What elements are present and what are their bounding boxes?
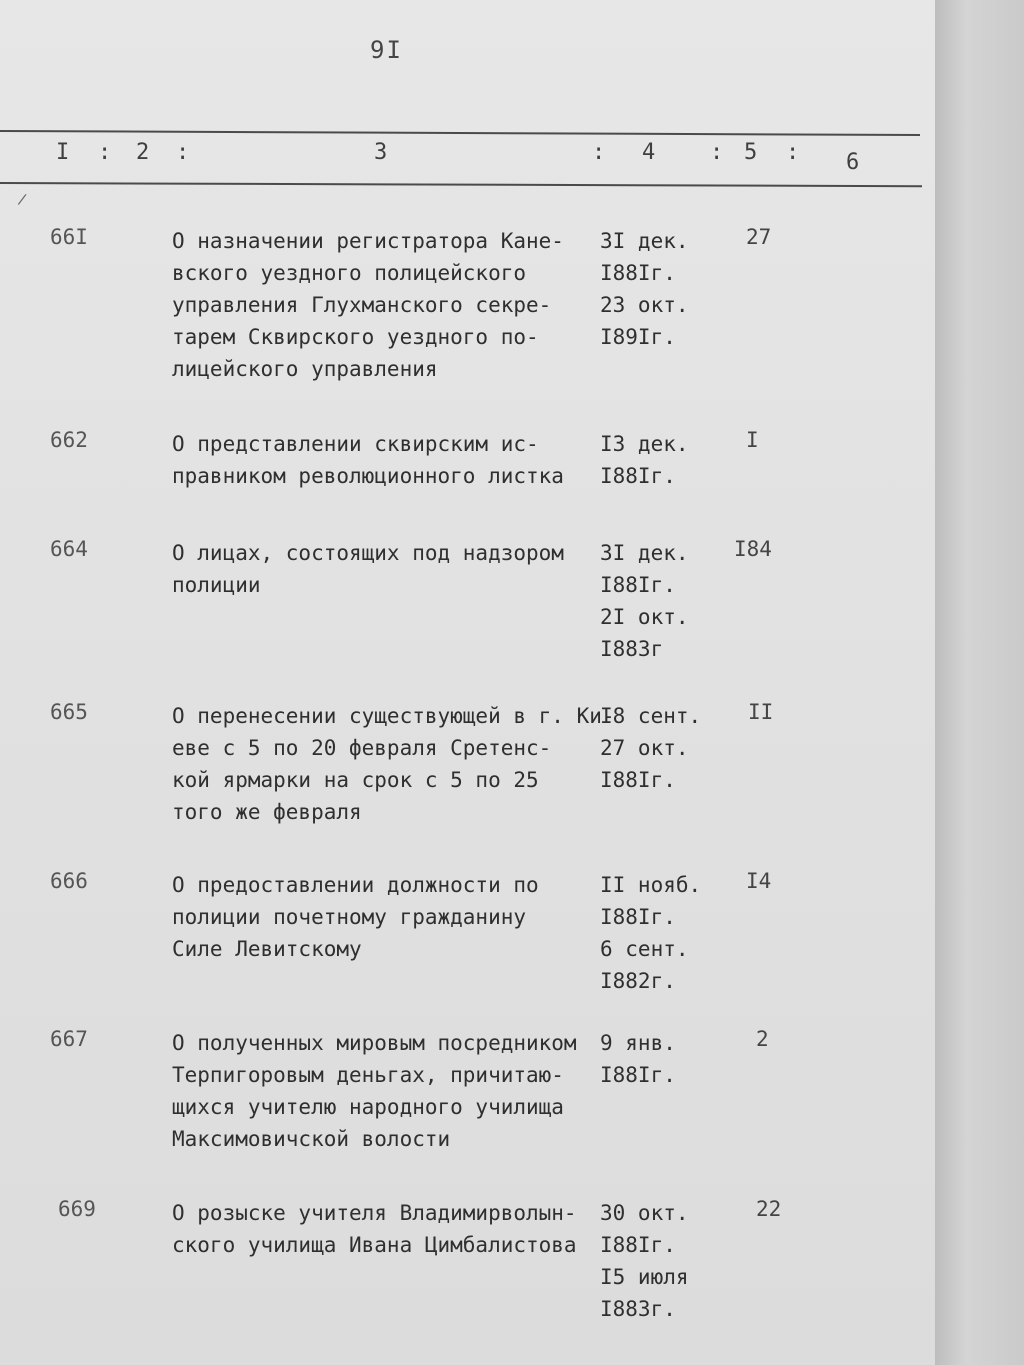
page-edge xyxy=(935,0,1024,1365)
column-header-3: 3 xyxy=(374,140,388,165)
entry-sheet-count: 22 xyxy=(756,1197,782,1221)
entry-sheet-count: I84 xyxy=(734,537,772,561)
entry-number: 667 xyxy=(50,1027,88,1051)
entry-number: 669 xyxy=(58,1197,96,1221)
entry-number: 664 xyxy=(50,537,88,561)
column-header-2: 2 xyxy=(136,140,150,165)
column-header-separator: : xyxy=(710,140,724,165)
entry-dates: I3 дек. I88Iг. xyxy=(600,432,689,488)
entry-title: О назначении регистратора Кане- вского уездного полицейского управления Глухманского секре- тарем Сквирского уездного по- лицейского управления xyxy=(172,229,564,381)
entry-title: О розыске учителя Владимирволын- ского училища Ивана Цимбалистова xyxy=(172,1201,577,1257)
entry-dates: 3I дек. I88Iг. 2I окт. I883г xyxy=(600,541,689,661)
column-header-separator: : xyxy=(786,140,800,165)
entry-dates: II нояб. I88Iг. 6 сент. I882г. xyxy=(600,873,702,993)
entry-sheet-count: II xyxy=(748,700,774,724)
entry-dates: 9 янв. I88Iг. xyxy=(600,1031,676,1087)
entry-sheet-count: 27 xyxy=(746,225,772,249)
column-header-6: 6 xyxy=(846,150,860,175)
page-number: 9I xyxy=(370,36,403,64)
column-header-separator: : xyxy=(592,140,606,165)
column-header-5: 5 xyxy=(744,140,758,165)
entry-sheet-count: 2 xyxy=(756,1027,769,1051)
entry-number: 665 xyxy=(50,700,88,724)
entry-dates: 3I дек. I88Iг. 23 окт. I89Iг. xyxy=(600,229,689,349)
entry-title: О лицах, состоящих под надзором полиции xyxy=(172,541,564,597)
entry-sheet-count: I4 xyxy=(746,869,772,893)
entry-title: О предоставлении должности по полиции почетному гражданину Силе Левитскому xyxy=(172,873,539,961)
entry-number: 66I xyxy=(50,225,88,249)
entry-title: О представлении сквирским ис- правником революционного листка xyxy=(172,432,564,488)
entry-title: О полученных мировым посредником Терпигоровым деньгах, причитаю- щихся учителю народного училища Максимовичской волости xyxy=(172,1031,577,1151)
column-header-1: I xyxy=(56,140,70,165)
column-header-4: 4 xyxy=(642,140,656,165)
entry-number: 666 xyxy=(50,869,88,893)
entry-sheet-count: I xyxy=(746,428,759,452)
column-header-separator: : xyxy=(176,140,190,165)
entry-title: О перенесении существующей в г. Ки- еве с 5 по 20 февраля Сретенс- кой ярмарки на срок с 5 по 25 того же февраля xyxy=(172,704,615,824)
column-header-separator: : xyxy=(98,140,112,165)
entry-number: 662 xyxy=(50,428,88,452)
entry-dates: 30 окт. I88Iг. I5 июля I883г. xyxy=(600,1201,689,1321)
margin-mark: / xyxy=(16,191,29,209)
entry-dates: I8 сент. 27 окт. I88Iг. xyxy=(600,704,702,792)
